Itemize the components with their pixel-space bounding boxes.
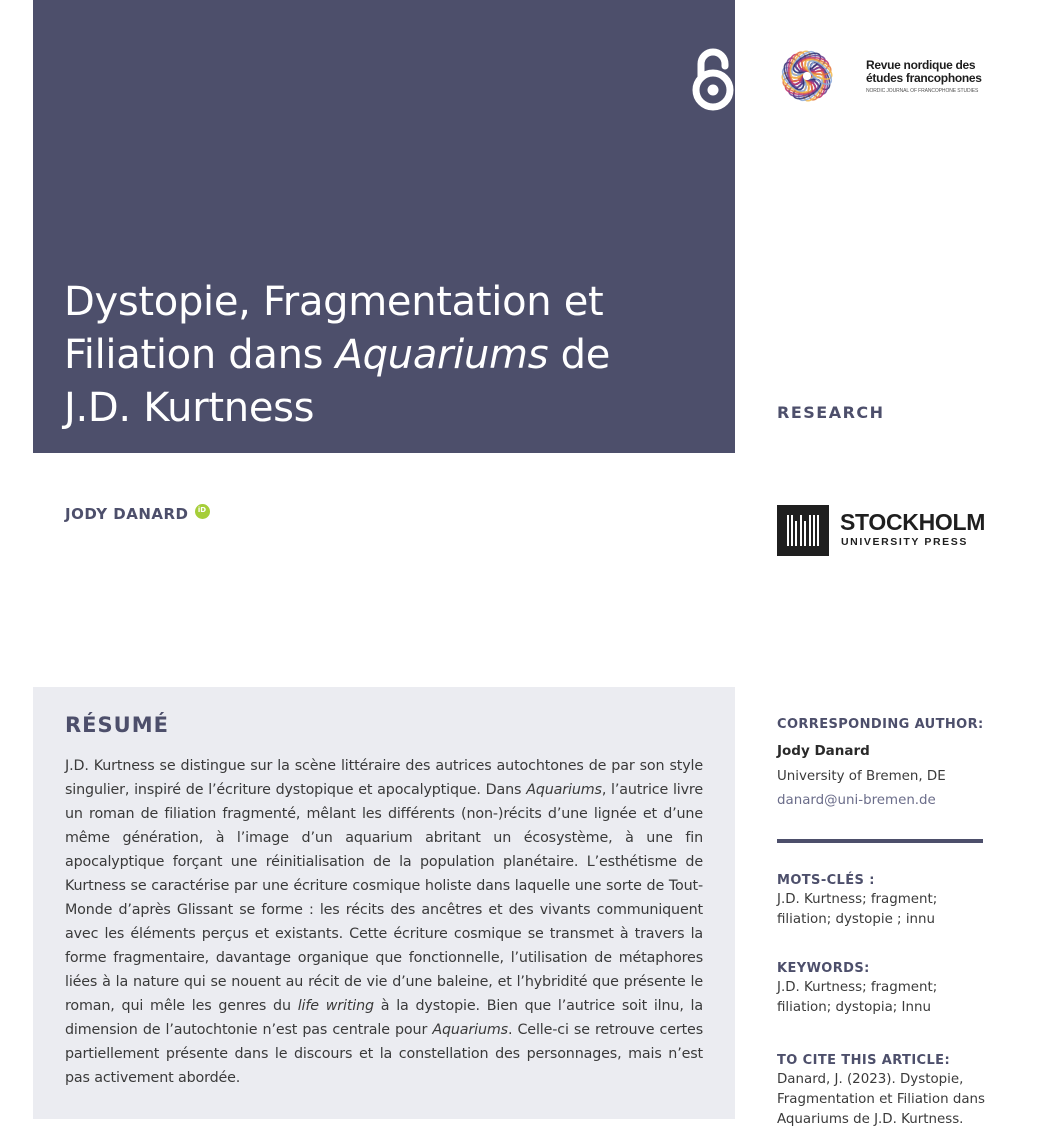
abstract-heading: RÉSUMÉ bbox=[65, 713, 169, 737]
sidebar-divider bbox=[777, 839, 983, 843]
journal-brand[interactable] bbox=[777, 45, 1017, 111]
mots-cles-section bbox=[777, 872, 1002, 930]
corresponding-author-name: Jody Danard bbox=[777, 743, 870, 759]
publisher-logo-mark-icon bbox=[777, 505, 829, 556]
citation-line-1: Danard, J. (2023). Dystopie, bbox=[777, 1072, 964, 1087]
publisher-name: STOCKHOLM bbox=[840, 509, 986, 535]
abstract-panel bbox=[33, 687, 735, 1119]
corresponding-author-affiliation: University of Bremen, DE bbox=[777, 769, 946, 784]
corresponding-author-heading: CORRESPONDING AUTHOR: bbox=[777, 717, 984, 732]
abstract-text: J.D. Kurtness se distingue sur la scène littéraire des autrices autochtones de par son style singulier, inspiré de l’écriture dystopique et apocalyptique. Dans Aquariums, l’autrice livre un roman de filiation fragmenté, mêlant les différents (non-)récits d’une lignée et d’une même génération, à l’image d’un aquarium abritant un écosystème, à une fin apocalyptique forçant une réinitialisation de la population planétaire. L’esthétisme de Kurtness se caractérise par une écriture cosmique holiste dans laquelle une sorte de Tout-Monde d’après Glissant se forme : les récits des ancêtres et des vivants communiquent avec les éléments perçus et existants. Cette écriture cosmique se transmet à travers la forme fragmentaire, davantage organique que fonctionnelle, l’utilisation de métaphores liées à la nature qui se nouent au récit de vie d’une baleine, et l’hybridité que présente le roman, qui mêle les genres du life writing à la dystopie. Bien que l’autrice soit ilnu, la dimension de l’autochtonie n’est pas centrale pour Aquariums. Celle-ci se retrouve certes partiellement présente dans le discours et la constellation des personnages, mais n’est pas activement abordée. bbox=[65, 758, 704, 1086]
title-line-2b: de bbox=[548, 332, 611, 378]
publisher-logo[interactable] bbox=[777, 505, 987, 557]
journal-subtitle: NORDIC JOURNAL OF FRANCOPHONE STUDIES bbox=[866, 88, 979, 94]
article-title bbox=[64, 276, 684, 435]
title-line-2a: Filiation dans bbox=[64, 332, 336, 378]
journal-logo-icon bbox=[777, 45, 837, 107]
corresponding-author-email-link[interactable]: danard@uni-bremen.de bbox=[777, 793, 936, 808]
mots-cles-line-2: filiation; dystopie ; innu bbox=[777, 912, 936, 927]
author-line bbox=[65, 505, 210, 523]
mots-cles-heading: MOTS-CLÉS : bbox=[777, 873, 875, 888]
author-name[interactable]: JODY DANARD bbox=[65, 505, 189, 523]
citation-line-2: Fragmentation et Filiation dans bbox=[777, 1092, 985, 1107]
corresponding-author-section bbox=[777, 716, 1002, 812]
citation-heading: TO CITE THIS ARTICLE: bbox=[777, 1053, 951, 1068]
citation-line-3: Aquariums de J.D. Kurtness. bbox=[777, 1112, 964, 1127]
title-banner bbox=[33, 0, 735, 453]
orcid-icon[interactable]: iD bbox=[195, 504, 210, 519]
citation-section bbox=[777, 1052, 1002, 1130]
title-line-3: J.D. Kurtness bbox=[64, 385, 315, 431]
keywords-heading: KEYWORDS: bbox=[777, 961, 870, 976]
keywords-section bbox=[777, 960, 1002, 1018]
publisher-subtitle: UNIVERSITY PRESS bbox=[841, 536, 968, 548]
journal-name: Revue nordique des études francophones bbox=[866, 58, 982, 85]
keywords-line-2: filiation; dystopia; Innu bbox=[777, 1000, 931, 1015]
mots-cles-line-1: J.D. Kurtness; fragment; bbox=[777, 892, 938, 907]
title-line-1: Dystopie, Fragmentation et bbox=[64, 279, 604, 325]
title-book-name: Aquariums bbox=[335, 332, 549, 378]
open-access-icon bbox=[688, 42, 738, 114]
keywords-line-1: J.D. Kurtness; fragment; bbox=[777, 980, 938, 995]
article-type-label: RESEARCH bbox=[777, 403, 885, 422]
